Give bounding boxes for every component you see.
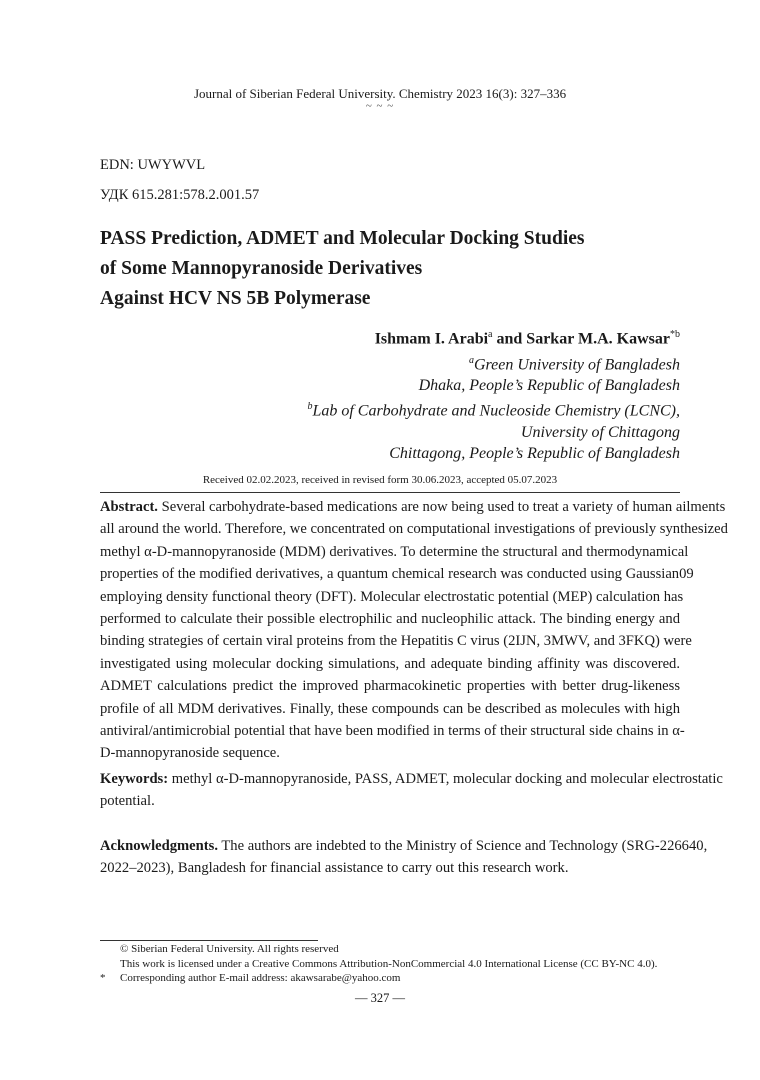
- author-affil-marker: a: [488, 329, 493, 340]
- affil-marker: a: [468, 355, 474, 366]
- abstract-line: methyl α-D-mannopyranoside (MDM) derivatives. To determine the structural and thermodynamical: [100, 543, 689, 560]
- corresponding-note: [100, 971, 657, 986]
- abstract-line: all around the world. Therefore, we concentrated on computational investigations of previously synthesized: [100, 521, 728, 538]
- keywords: [100, 768, 723, 813]
- affiliation-line: [307, 396, 680, 421]
- abstract-line: antiviral/antimicrobial potential that have been modified in terms of their structural side chains in α-: [100, 723, 685, 740]
- keywords-line: Keywords: methyl α-D-mannopyranoside, PASS, ADMET, molecular docking and molecular electrostatic: [100, 771, 723, 787]
- udk-code: УДК 615.281:578.2.001.57: [100, 187, 260, 203]
- abstract-line: investigated using molecular docking simulations, and adequate binding affinity was discovered.: [100, 655, 680, 672]
- author-name: Ishmam I. Arabi: [374, 330, 489, 348]
- abstract: [100, 496, 728, 765]
- title-line: PASS Prediction, ADMET and Molecular Docking Studies: [100, 228, 585, 249]
- footnote-marker: *: [100, 972, 106, 984]
- keywords-line: potential.: [100, 793, 155, 810]
- divider: [100, 492, 680, 493]
- header-ornament: ~ ~ ~: [365, 100, 395, 112]
- acknowledgments: [100, 835, 708, 880]
- abstract-line: performed to calculate their possible electrophilic and nucleophilic attack. The binding energy and: [100, 611, 680, 628]
- keywords-label: Keywords:: [100, 771, 169, 787]
- received-dates: Received 02.02.2023, received in revised form 30.06.2023, accepted 05.07.2023: [202, 474, 558, 486]
- affiliation-line: University of Chittagong: [520, 423, 680, 441]
- copyright-note: © Siberian Federal University. All rights reserved: [120, 943, 339, 955]
- license-note: This work is licensed under a Creative Commons Attribution-NonCommercial 4.0 International License (CC BY-NC 4.0).: [120, 957, 658, 970]
- abstract-line: D-mannopyranoside sequence.: [100, 745, 280, 762]
- affiliation-line: [307, 350, 680, 375]
- abstract-label: Abstract.: [100, 499, 158, 515]
- ack-label: Acknowledgments.: [100, 838, 218, 854]
- paper-title: [100, 224, 584, 314]
- author-conjunction: and: [492, 330, 527, 348]
- ack-line: Acknowledgments. The authors are indebted to the Ministry of Science and Technology (SRG-226640,: [100, 838, 708, 854]
- title-line: of Some Mannopyranoside Derivatives: [100, 258, 423, 279]
- abstract-line: Abstract. Several carbohydrate-based medications are now being used to treat a variety of human ailments: [100, 499, 726, 515]
- abstract-line: profile of all MDM derivatives. Finally, these compounds can be described as molecules with high: [100, 700, 680, 717]
- ack-line: 2022–2023), Bangladesh for financial assistance to carry out this research work.: [100, 860, 569, 877]
- affil-text: Lab of Carbohydrate and Nucleoside Chemistry (LCNC),: [312, 402, 680, 420]
- affiliation-line: Chittagong, People’s Republic of Bangladesh: [389, 444, 680, 462]
- page-number: — 327 —: [355, 991, 405, 1005]
- abstract-line: ADMET calculations predict the improved pharmacokinetic properties with better drug-likeness: [100, 678, 680, 695]
- affil-marker: b: [307, 401, 313, 413]
- abstract-line: properties of the modified derivatives, a quantum chemical research was conducted using Gaussian09: [100, 566, 694, 583]
- authors: [375, 329, 680, 348]
- affiliation-line: Dhaka, People’s Republic of Bangladesh: [418, 377, 680, 395]
- abstract-line: employing density functional theory (DFT). Molecular electrostatic potential (MEP) calculation has: [100, 588, 684, 605]
- footnotes: [100, 942, 657, 986]
- author-affil-marker: *b: [670, 329, 680, 340]
- author-name: Sarkar M.A. Kawsar: [526, 330, 670, 348]
- affil-text: Green University of Bangladesh: [473, 356, 680, 374]
- journal-header: Journal of Siberian Federal University. Chemistry 2023 16(3): 327–336: [193, 86, 567, 101]
- corresponding-text: Corresponding author E-mail address: akawsarabe@yahoo.com: [120, 972, 401, 984]
- title-line: Against HCV NS 5B Polymerase: [100, 288, 371, 309]
- affiliations: [307, 350, 680, 464]
- abstract-line: binding strategies of certain viral proteins from the Hepatitis C virus (2IJN, 3MWV, and 3FKQ) were: [100, 633, 692, 650]
- footnote-divider: [100, 940, 318, 941]
- edn-code: EDN: UWYWVL: [100, 157, 206, 173]
